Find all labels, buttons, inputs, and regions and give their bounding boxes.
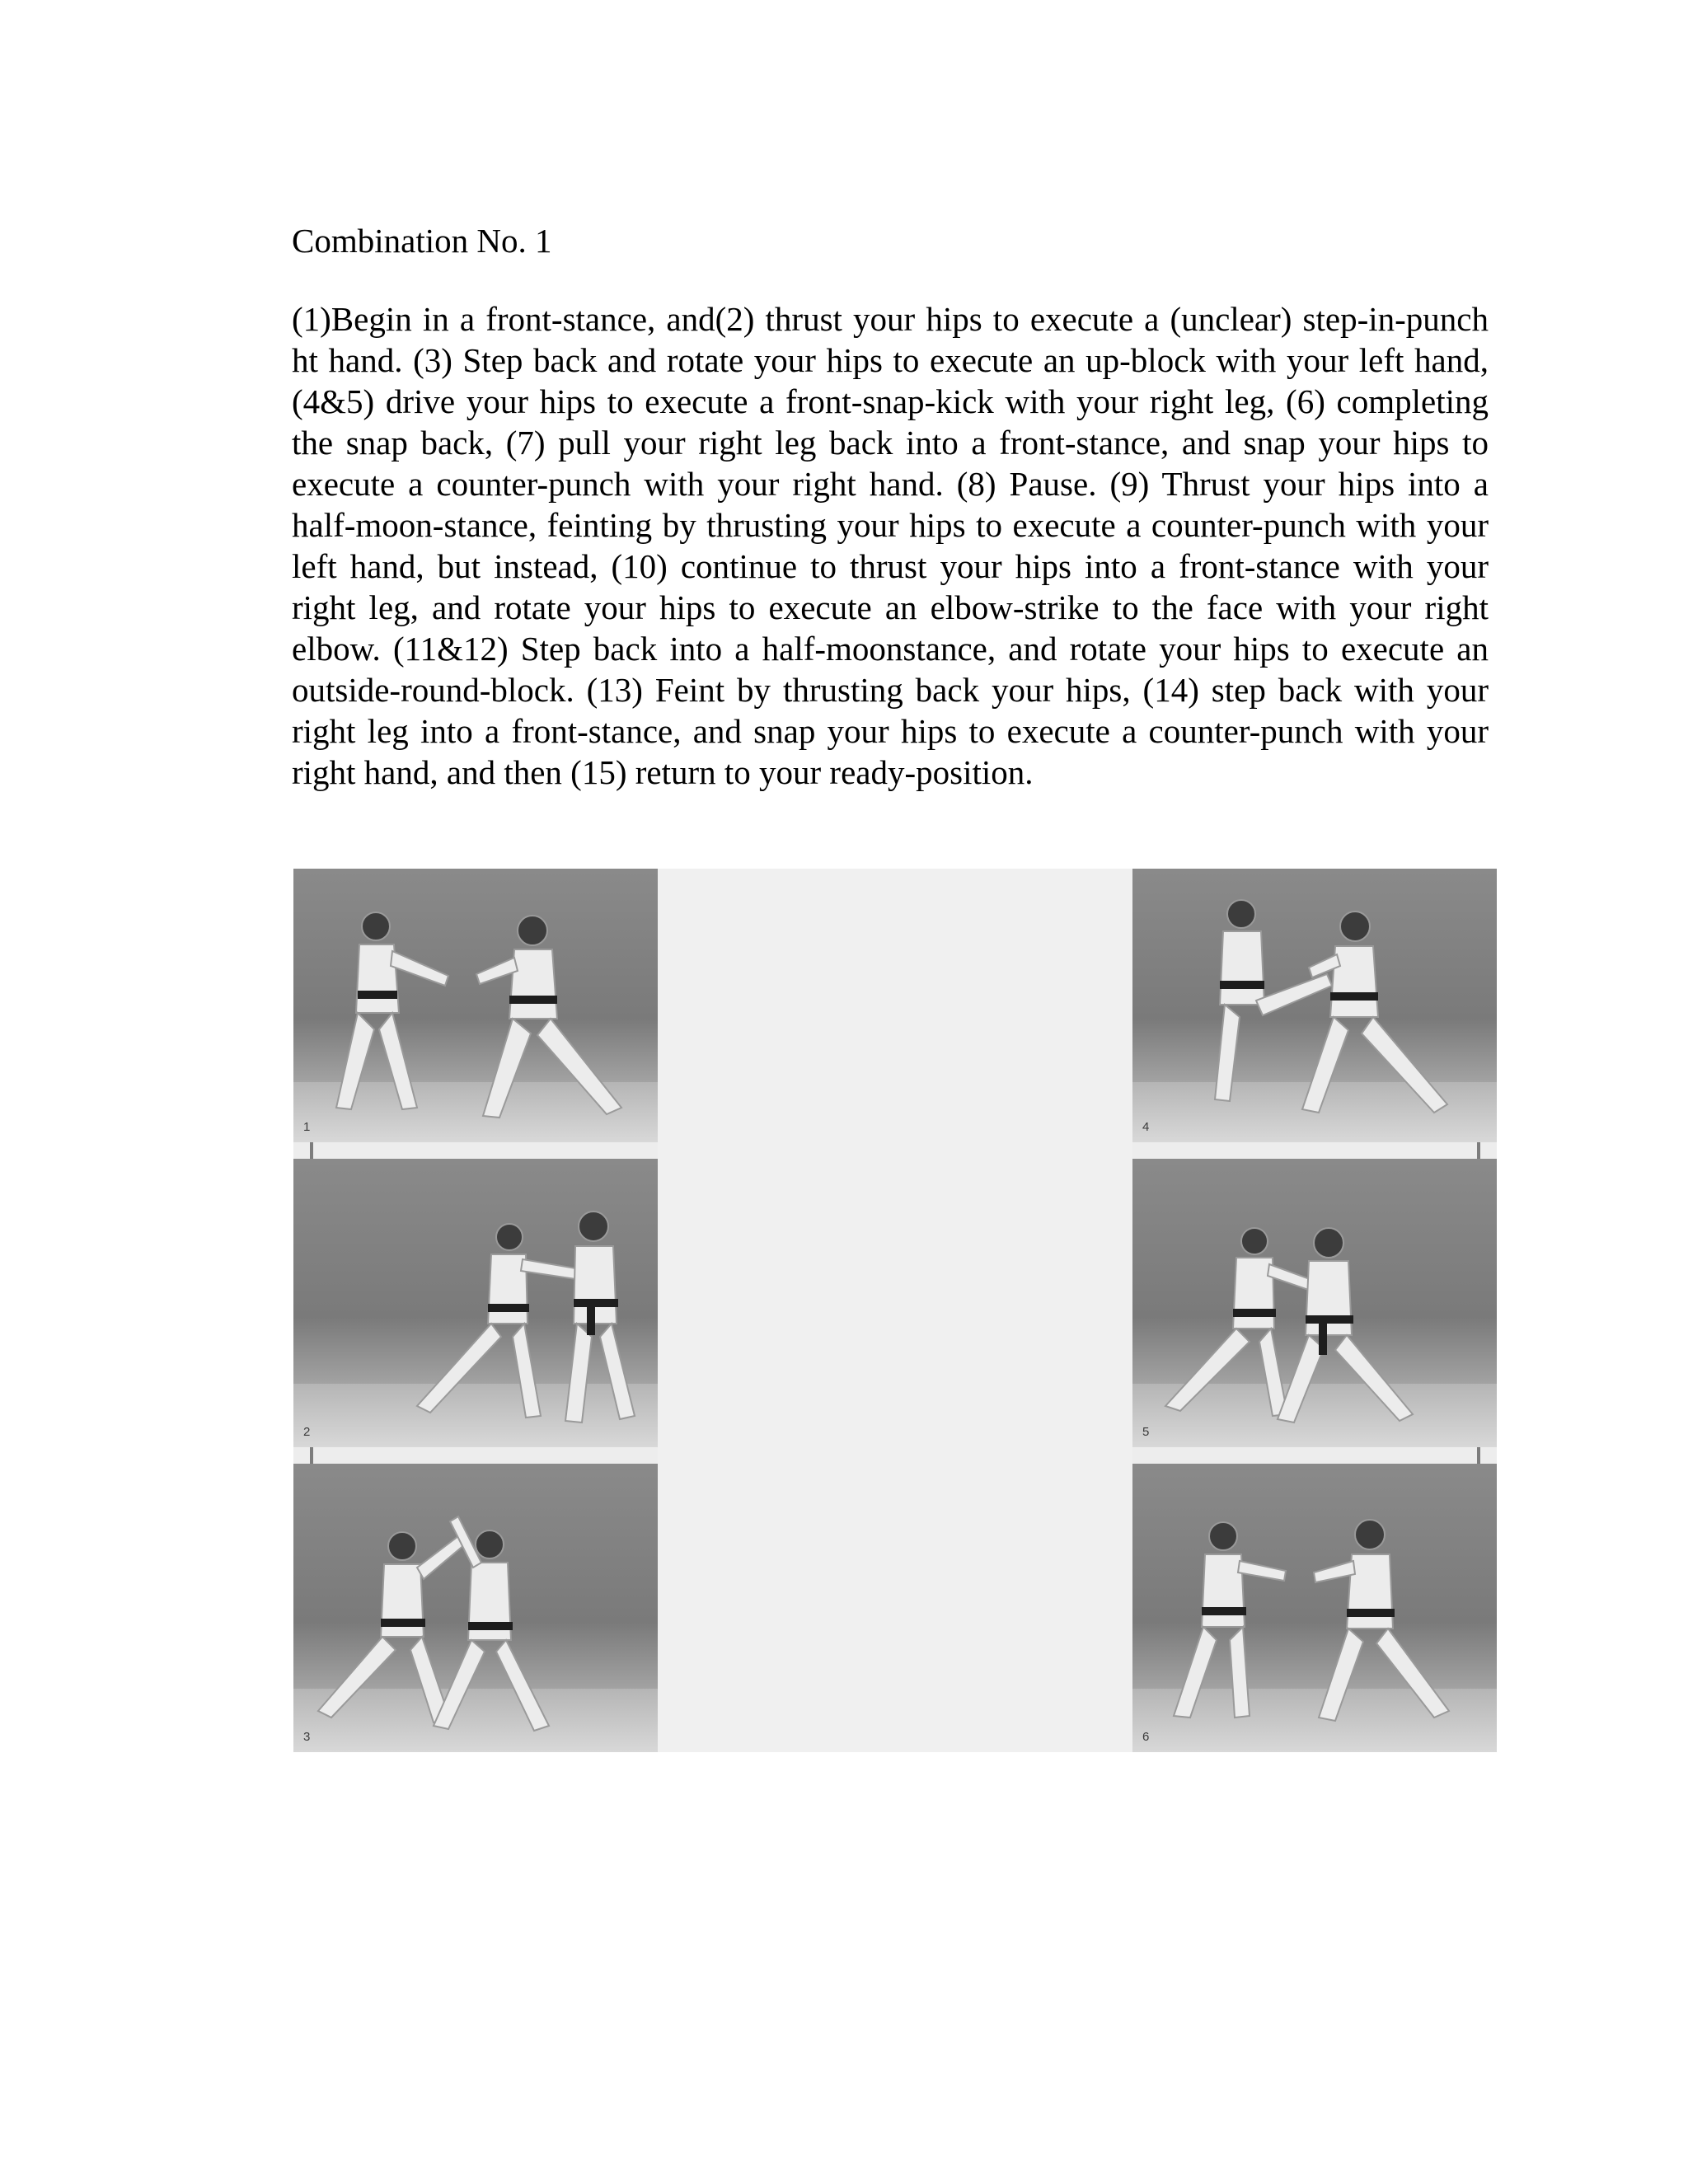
frame-divider [293, 1447, 658, 1464]
karateka-photo-2 [293, 1159, 658, 1447]
frame-number: 1 [303, 1120, 311, 1134]
frame-number: 2 [303, 1425, 311, 1439]
frame-number: 4 [1142, 1120, 1150, 1134]
photo-column-left [293, 869, 658, 1752]
frame-number: 3 [303, 1730, 311, 1744]
photo-sequence [293, 869, 1492, 1752]
karateka-photo-6 [1132, 1464, 1497, 1752]
photo-column-right [1132, 869, 1497, 1752]
instruction-paragraph: (1)Begin in a front-stance, and(2) thrust your hips to execute a (unclear) step-in-punch ht hand. (3) Step back and rotate your hips to execute an up-block with your left hand, (4&5) drive your hips to execute a front-snap-kick with your right leg, (6) completing the snap back, (7) pull your right leg back into a front-stance, and snap your hips to execute a counter-punch with your right hand. (8) Pause. (9) Thrust your hips into a half-moon-stance, feinting by thrusting your hips to execute a counter-punch with your left hand, but instead, (10) continue to thrust your hips into a front-stance with your right leg, and rotate your hips to execute an elbow-strike to the face with your right elbow. (11&12) Step back into a half-moonstance, and rotate your hips to execute an outside-round-block. (13) Feint by thrusting back your hips, (14) step back with your right leg into a front-stance, and snap your hips to execute a counter-punch with your right hand, and then (15) return to your ready-position. [292, 300, 1489, 791]
photo-frame-2 [293, 1159, 658, 1447]
divider-tick [1477, 1447, 1480, 1464]
frame-divider [293, 1142, 658, 1159]
frame-number: 5 [1142, 1425, 1150, 1439]
divider-tick [1477, 1142, 1480, 1159]
photo-frame-1 [293, 869, 658, 1142]
photo-frame-5 [1132, 1159, 1497, 1447]
photo-frame-6 [1132, 1464, 1497, 1752]
karateka-photo-1 [293, 869, 658, 1142]
karateka-photo-5 [1132, 1159, 1497, 1447]
divider-tick [310, 1447, 313, 1464]
karateka-photo-4 [1132, 869, 1497, 1142]
frame-divider [1132, 1142, 1497, 1159]
photo-frame-4 [1132, 869, 1497, 1142]
section-heading: Combination No. 1 [292, 222, 552, 260]
divider-tick [310, 1142, 313, 1159]
frame-number: 6 [1142, 1730, 1150, 1744]
frame-divider [1132, 1447, 1497, 1464]
photo-frame-3 [293, 1464, 658, 1752]
karateka-photo-3 [293, 1464, 658, 1752]
